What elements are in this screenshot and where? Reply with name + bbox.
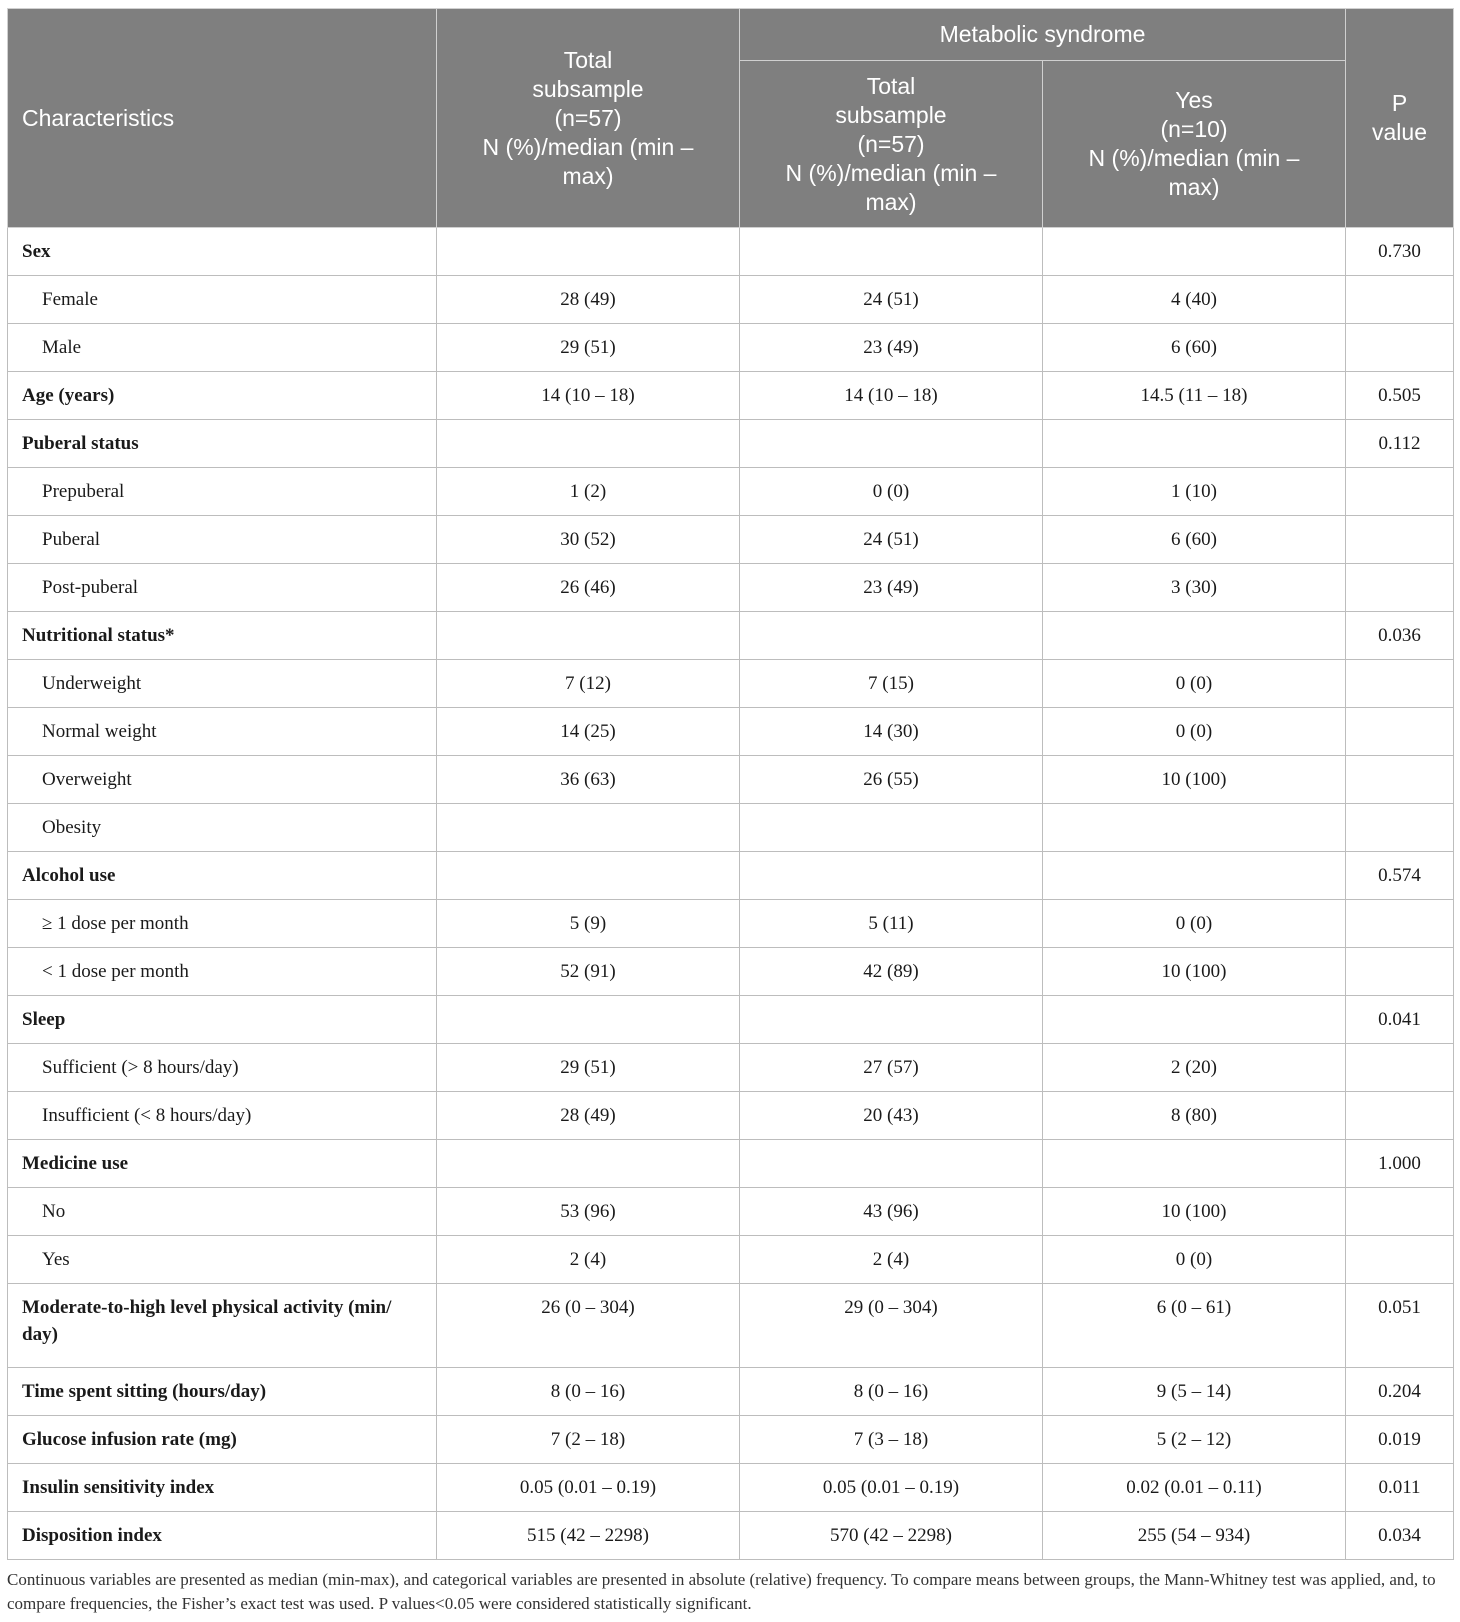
header-yes-group [1043,61,1346,228]
table-row-disposition-index [8,1512,1454,1560]
table-row [8,660,1454,708]
cell-p-value: 0.036 [1346,612,1454,660]
header-total-line: max) [562,162,614,189]
header-no-line: N (%)/median (min – [785,159,997,186]
row-label: Puberal status [8,420,437,468]
cell-total: 14 (10 – 18) [437,372,740,420]
row-label: Prepuberal [8,468,437,516]
row-label: No [8,1188,437,1236]
cell-total: 2 (4) [437,1236,740,1284]
cell-no: 20 (43) [740,1092,1043,1140]
cell-p-value [1346,756,1454,804]
cell-no [740,228,1043,276]
cell-p-value: 0.034 [1346,1512,1454,1560]
table-container [7,8,1453,1616]
cell-no: 27 (57) [740,1044,1043,1092]
row-label: Glucose infusion rate (mg) [8,1416,437,1464]
cell-p-value [1346,948,1454,996]
row-label: Yes [8,1236,437,1284]
row-label: Obesity [8,804,437,852]
header-p-line: value [1372,119,1427,145]
row-label: Female [8,276,437,324]
cell-total [437,1140,740,1188]
cell-yes [1043,804,1346,852]
cell-no: 0.05 (0.01 – 0.19) [740,1464,1043,1512]
cell-yes: 0 (0) [1043,1236,1346,1284]
cell-yes: 2 (20) [1043,1044,1346,1092]
cell-total: 53 (96) [437,1188,740,1236]
cell-total: 0.05 (0.01 – 0.19) [437,1464,740,1512]
cell-yes: 255 (54 – 934) [1043,1512,1346,1560]
cell-yes: 4 (40) [1043,276,1346,324]
cell-total [437,852,740,900]
header-p-line: P [1391,90,1408,116]
table-row [8,756,1454,804]
row-label: Age (years) [8,372,437,420]
cell-total: 30 (52) [437,516,740,564]
row-label: Nutritional status* [8,612,437,660]
row-label: Male [8,324,437,372]
row-label: Sleep [8,996,437,1044]
cell-no: 24 (51) [740,276,1043,324]
row-label: Post-puberal [8,564,437,612]
cell-p-value: 0.051 [1346,1284,1454,1368]
table-header [8,9,1454,228]
cell-p-value: 0.574 [1346,852,1454,900]
row-label: < 1 dose per month [8,948,437,996]
cell-yes [1043,612,1346,660]
cell-total: 29 (51) [437,1044,740,1092]
cell-no: 0 (0) [740,468,1043,516]
table-row [8,948,1454,996]
row-label: Sufficient (> 8 hours/day) [8,1044,437,1092]
cell-yes: 0 (0) [1043,900,1346,948]
header-metabolic-syndrome: Metabolic syndrome [740,9,1346,61]
cell-yes [1043,228,1346,276]
cell-total: 515 (42 – 2298) [437,1512,740,1560]
cell-no [740,852,1043,900]
row-label: ≥ 1 dose per month [8,900,437,948]
header-yes-line: max) [1168,174,1220,200]
cell-p-value: 0.204 [1346,1368,1454,1416]
table-row [8,1236,1454,1284]
table-row [8,468,1454,516]
table-row-sex [8,228,1454,276]
table-row [8,276,1454,324]
row-label: Underweight [8,660,437,708]
header-total-line: (n=57) [554,104,622,131]
header-no-line: max) [865,188,917,215]
cell-p-value [1346,900,1454,948]
row-label: Disposition index [8,1512,437,1560]
header-p-value [1346,9,1454,228]
table-row-puberal-status [8,420,1454,468]
cell-total: 1 (2) [437,468,740,516]
table-row [8,324,1454,372]
cell-p-value: 0.112 [1346,420,1454,468]
header-no-line: Total [866,72,916,99]
table-row-alcohol-use [8,852,1454,900]
cell-no: 2 (4) [740,1236,1043,1284]
header-no-line: subsample [835,101,947,128]
cell-p-value: 1.000 [1346,1140,1454,1188]
cell-yes: 10 (100) [1043,948,1346,996]
row-label: Alcohol use [8,852,437,900]
cell-total: 26 (46) [437,564,740,612]
cell-total: 5 (9) [437,900,740,948]
cell-no: 24 (51) [740,516,1043,564]
characteristics-table [7,8,1454,1560]
cell-p-value: 0.041 [1346,996,1454,1044]
cell-no [740,804,1043,852]
cell-p-value: 0.019 [1346,1416,1454,1464]
table-row [8,516,1454,564]
cell-p-value: 0.505 [1346,372,1454,420]
table-row-time-sitting [8,1368,1454,1416]
cell-total: 7 (12) [437,660,740,708]
cell-yes [1043,1140,1346,1188]
cell-p-value [1346,804,1454,852]
cell-no [740,996,1043,1044]
row-label: Overweight [8,756,437,804]
cell-p-value [1346,1188,1454,1236]
cell-no: 23 (49) [740,324,1043,372]
header-no-group [740,61,1043,228]
header-no-line: (n=57) [857,130,925,157]
table-footnote: Continuous variables are presented as median (min-max), and categorical variables are presented in absolute (relative) frequency. To compare means between groups, the Mann-Whitney test was applied, and, to compare frequencies, the Fisher’s exact test was used. P values<0.05 were considered statistically significant. [7,1570,1436,1613]
cell-p-value [1346,1236,1454,1284]
cell-total: 52 (91) [437,948,740,996]
cell-no: 14 (30) [740,708,1043,756]
cell-yes: 14.5 (11 – 18) [1043,372,1346,420]
cell-p-value [1346,516,1454,564]
cell-yes: 9 (5 – 14) [1043,1368,1346,1416]
header-total-line: subsample [532,75,644,102]
cell-yes: 6 (0 – 61) [1043,1284,1346,1368]
cell-no: 42 (89) [740,948,1043,996]
cell-no: 14 (10 – 18) [740,372,1043,420]
cell-yes: 8 (80) [1043,1092,1346,1140]
cell-yes: 6 (60) [1043,324,1346,372]
cell-yes: 5 (2 – 12) [1043,1416,1346,1464]
cell-yes: 3 (30) [1043,564,1346,612]
cell-yes: 1 (10) [1043,468,1346,516]
cell-total: 26 (0 – 304) [437,1284,740,1368]
cell-no: 26 (55) [740,756,1043,804]
cell-yes [1043,996,1346,1044]
cell-yes: 0.02 (0.01 – 0.11) [1043,1464,1346,1512]
cell-no: 23 (49) [740,564,1043,612]
cell-total: 8 (0 – 16) [437,1368,740,1416]
header-yes-line: N (%)/median (min – [1088,145,1300,171]
cell-no: 5 (11) [740,900,1043,948]
table-row [8,1044,1454,1092]
cell-no: 29 (0 – 304) [740,1284,1043,1368]
table-row [8,1188,1454,1236]
cell-p-value [1346,276,1454,324]
cell-total: 28 (49) [437,1092,740,1140]
cell-p-value: 0.011 [1346,1464,1454,1512]
row-label: Moderate-to-high level physical activity (min/ day) [8,1284,437,1368]
table-row [8,900,1454,948]
cell-total: 28 (49) [437,276,740,324]
cell-total: 29 (51) [437,324,740,372]
row-label: Puberal [8,516,437,564]
cell-total [437,996,740,1044]
table-row-physical-activity [8,1284,1454,1368]
cell-no [740,612,1043,660]
header-total-line: Total [563,46,613,73]
cell-p-value [1346,468,1454,516]
table-row [8,804,1454,852]
cell-total: 36 (63) [437,756,740,804]
row-label: Insulin sensitivity index [8,1464,437,1512]
header-yes-line: Yes [1175,87,1213,113]
table-row [8,1092,1454,1140]
cell-no [740,1140,1043,1188]
table-row [8,564,1454,612]
table-row-age [8,372,1454,420]
cell-no: 7 (15) [740,660,1043,708]
cell-yes [1043,852,1346,900]
cell-no: 43 (96) [740,1188,1043,1236]
cell-total: 14 (25) [437,708,740,756]
cell-total [437,612,740,660]
cell-p-value: 0.730 [1346,228,1454,276]
cell-p-value [1346,1092,1454,1140]
row-label: Medicine use [8,1140,437,1188]
cell-p-value [1346,1044,1454,1092]
table-row-sleep [8,996,1454,1044]
cell-total: 7 (2 – 18) [437,1416,740,1464]
row-label: Time spent sitting (hours/day) [8,1368,437,1416]
cell-yes: 6 (60) [1043,516,1346,564]
cell-yes [1043,420,1346,468]
table-row-medicine-use [8,1140,1454,1188]
cell-yes: 10 (100) [1043,1188,1346,1236]
table-row [8,708,1454,756]
cell-total [437,228,740,276]
cell-no [740,420,1043,468]
table-row-insulin-sensitivity [8,1464,1454,1512]
cell-total [437,804,740,852]
row-label: Normal weight [8,708,437,756]
cell-yes: 10 (100) [1043,756,1346,804]
table-row-glucose-infusion [8,1416,1454,1464]
header-characteristics: Characteristics [8,9,437,228]
header-total-line: N (%)/median (min – [482,133,694,160]
cell-no: 7 (3 – 18) [740,1416,1043,1464]
cell-p-value [1346,660,1454,708]
cell-no: 570 (42 – 2298) [740,1512,1043,1560]
table-row-nutritional-status [8,612,1454,660]
header-yes-line: (n=10) [1160,116,1228,142]
cell-yes: 0 (0) [1043,708,1346,756]
row-label: Insufficient (< 8 hours/day) [8,1092,437,1140]
cell-yes: 0 (0) [1043,660,1346,708]
table-body [8,228,1454,1560]
cell-no: 8 (0 – 16) [740,1368,1043,1416]
cell-p-value [1346,324,1454,372]
cell-p-value [1346,564,1454,612]
row-label: Sex [8,228,437,276]
cell-p-value [1346,708,1454,756]
header-total-subsample [437,9,740,228]
cell-total [437,420,740,468]
